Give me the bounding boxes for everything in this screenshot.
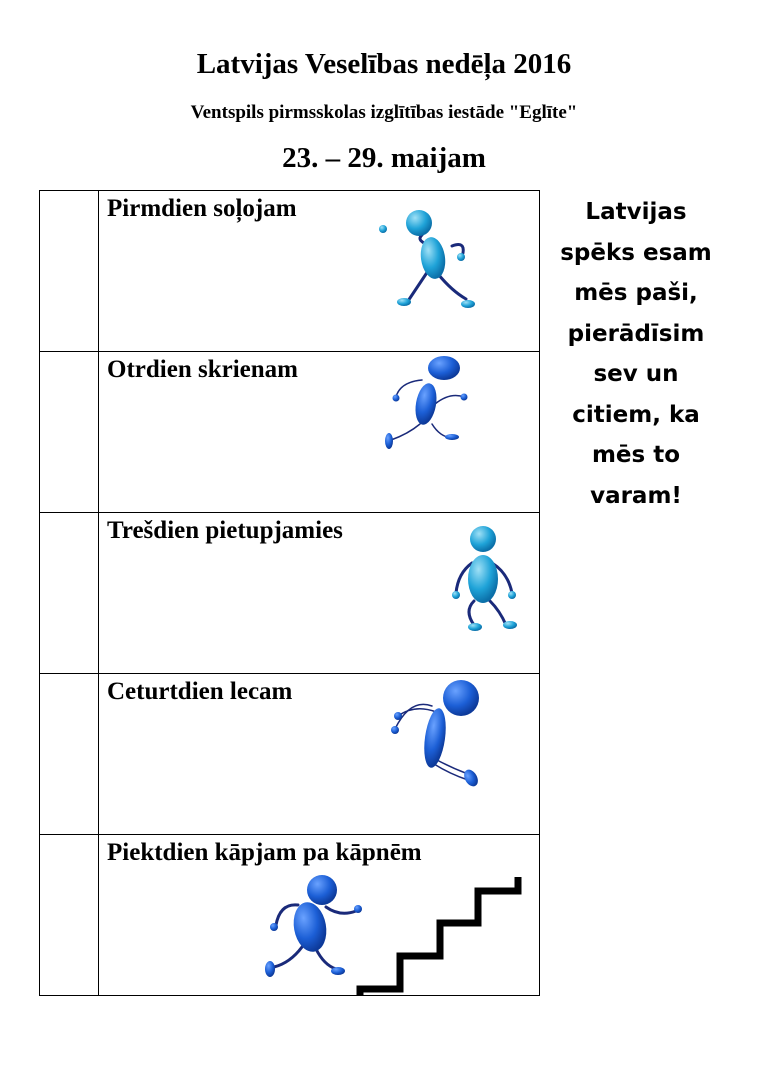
slogan-line: Latvijas bbox=[585, 199, 687, 225]
slogan-line: mēs to bbox=[591, 442, 681, 468]
slogan-line: spēks esam bbox=[560, 239, 712, 266]
jumping-figure-icon bbox=[40, 674, 539, 835]
schedule-row-friday bbox=[40, 835, 539, 996]
schedule-row-wednesday bbox=[40, 513, 539, 674]
day-label: Otrdien skrienam bbox=[107, 356, 298, 383]
page-title: Latvijas Veselības nedēļa 2016 bbox=[196, 48, 572, 80]
schedule-row-monday bbox=[40, 191, 539, 352]
running-figure-icon bbox=[40, 352, 539, 513]
day-label: Pirmdien soļojam bbox=[107, 195, 297, 222]
day-label: Trešdien pietupjamies bbox=[107, 517, 343, 544]
slogan-line: pierādīsim bbox=[567, 320, 705, 347]
day-label: Ceturtdien lecam bbox=[107, 678, 293, 705]
slogan-line: mēs paši, bbox=[574, 280, 698, 306]
motivational-slogan bbox=[548, 192, 724, 516]
schedule-table bbox=[39, 190, 540, 996]
stair-climbing-figure-icon bbox=[40, 835, 539, 996]
squatting-figure-icon bbox=[40, 513, 539, 674]
slogan-line: citiem, ka bbox=[572, 401, 700, 428]
schedule-row-thursday bbox=[40, 674, 539, 835]
walking-figure-icon bbox=[40, 191, 539, 352]
day-label: Piektdien kāpjam pa kāpnēm bbox=[107, 839, 422, 866]
slogan-line: varam! bbox=[590, 482, 682, 509]
date-range: 23. – 29. maijam bbox=[282, 142, 486, 174]
institution-name: Ventspils pirmsskolas izglītības iestāde "Eglīte" bbox=[190, 102, 578, 123]
stairs-shape bbox=[360, 877, 518, 996]
slogan-line: sev un bbox=[593, 361, 679, 387]
schedule-row-tuesday bbox=[40, 352, 539, 513]
